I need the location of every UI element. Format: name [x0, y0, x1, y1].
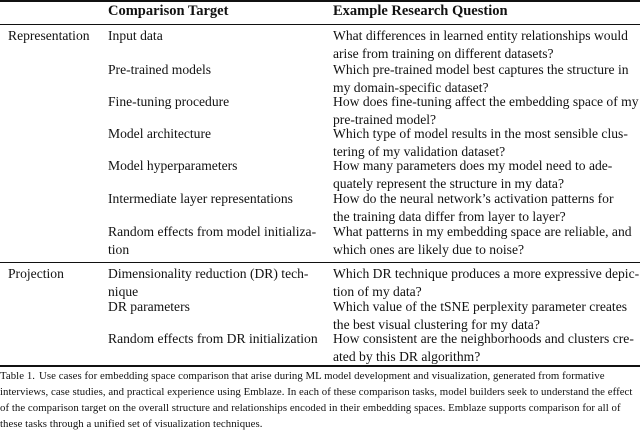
row-question-line: Which DR technique produces a more expressive depic- — [333, 266, 640, 281]
row-question-line: quately represent the structure in my data? — [333, 175, 565, 191]
row-target — [108, 265, 308, 300]
caption-text: Use cases for embedding space comparison that arise during ML model development and visualization, generated from formative interviews, case studies, and practical experience using Emblaze. In each of these comparison tasks, model builders seek to understand the effect of the comparison target on the overall structure and relationships encoded in their embedding spaces. Emblaze supports comparison for all of these tasks through a unified set of visualization techniques. — [0, 370, 633, 430]
row-question-line: How consistent are the neighborhoods and clusters cre- — [333, 331, 634, 346]
row-target — [108, 93, 229, 111]
row-target — [108, 27, 163, 45]
row-question-line: my domain-specific dataset? — [333, 79, 489, 95]
row-question-line: arise from training on different datasets? — [333, 45, 554, 61]
header-comparison-target: Comparison Target — [108, 3, 229, 19]
row-target-line: Intermediate layer representations — [108, 191, 293, 206]
row-target-line: Model hyperparameters — [108, 158, 238, 173]
row-target-line: nique — [108, 283, 139, 299]
category-projection: Projection — [8, 266, 64, 281]
row-target-line: DR parameters — [108, 299, 190, 314]
row-question — [333, 223, 632, 258]
table-bottom-rule — [0, 365, 640, 367]
row-question-line: How do the neural network’s activation patterns for — [333, 191, 614, 206]
row-question — [333, 190, 613, 225]
row-target-line: Random effects from model initializa- — [108, 224, 317, 239]
row-target — [108, 125, 211, 143]
row-target-line: Model architecture — [108, 126, 212, 141]
row-question — [333, 298, 627, 333]
row-target-line: Pre-trained models — [108, 62, 212, 77]
row-question — [333, 157, 612, 192]
section-rule — [0, 262, 640, 263]
table-caption — [0, 368, 640, 432]
row-question — [333, 61, 629, 96]
row-target-line: Random effects from DR initialization — [108, 331, 318, 346]
row-question — [333, 265, 639, 300]
row-question — [333, 93, 639, 128]
row-question-line: Which type of model results in the most sensible clus- — [333, 126, 628, 141]
row-target — [108, 223, 316, 258]
row-target — [108, 330, 318, 348]
row-question-line: tering of my validation dataset? — [333, 143, 506, 159]
row-question-line: What differences in learned entity relationships would — [333, 28, 628, 43]
row-question-line: Which pre-trained model best captures the structure in — [333, 62, 629, 77]
row-question-line: How does fine-tuning affect the embedding space of my — [333, 94, 639, 109]
row-target-line: Fine-tuning procedure — [108, 94, 230, 109]
row-question-line: How many parameters does my model need to ade- — [333, 158, 613, 173]
caption-label: Table 1. — [0, 370, 36, 382]
row-question — [333, 330, 634, 365]
category-representation: Representation — [8, 28, 90, 43]
header-rule — [0, 24, 640, 25]
row-question-line: What patterns in my embedding space are reliable, and — [333, 224, 632, 239]
row-target — [108, 298, 190, 316]
row-question-line: Which value of the tSNE perplexity parameter creates — [333, 299, 628, 314]
row-question-line: pre-trained model? — [333, 111, 437, 127]
row-target-line: Dimensionality reduction (DR) tech- — [108, 266, 309, 281]
row-question — [333, 27, 628, 62]
row-target-line: Input data — [108, 28, 163, 43]
row-question-line: ated by this DR algorithm? — [333, 348, 481, 364]
row-question-line: the training data differ from layer to layer? — [333, 208, 566, 224]
row-question — [333, 125, 628, 160]
row-question-line: the best visual clustering for my data? — [333, 316, 540, 332]
table-top-rule — [0, 0, 640, 2]
row-target — [108, 190, 293, 208]
header-example-research-question: Example Research Question — [333, 3, 508, 19]
row-question-line: tion of my data? — [333, 283, 422, 299]
row-target-line: tion — [108, 241, 130, 257]
row-question-line: which ones are likely due to noise? — [333, 241, 525, 257]
row-target — [108, 61, 211, 79]
row-target — [108, 157, 237, 175]
